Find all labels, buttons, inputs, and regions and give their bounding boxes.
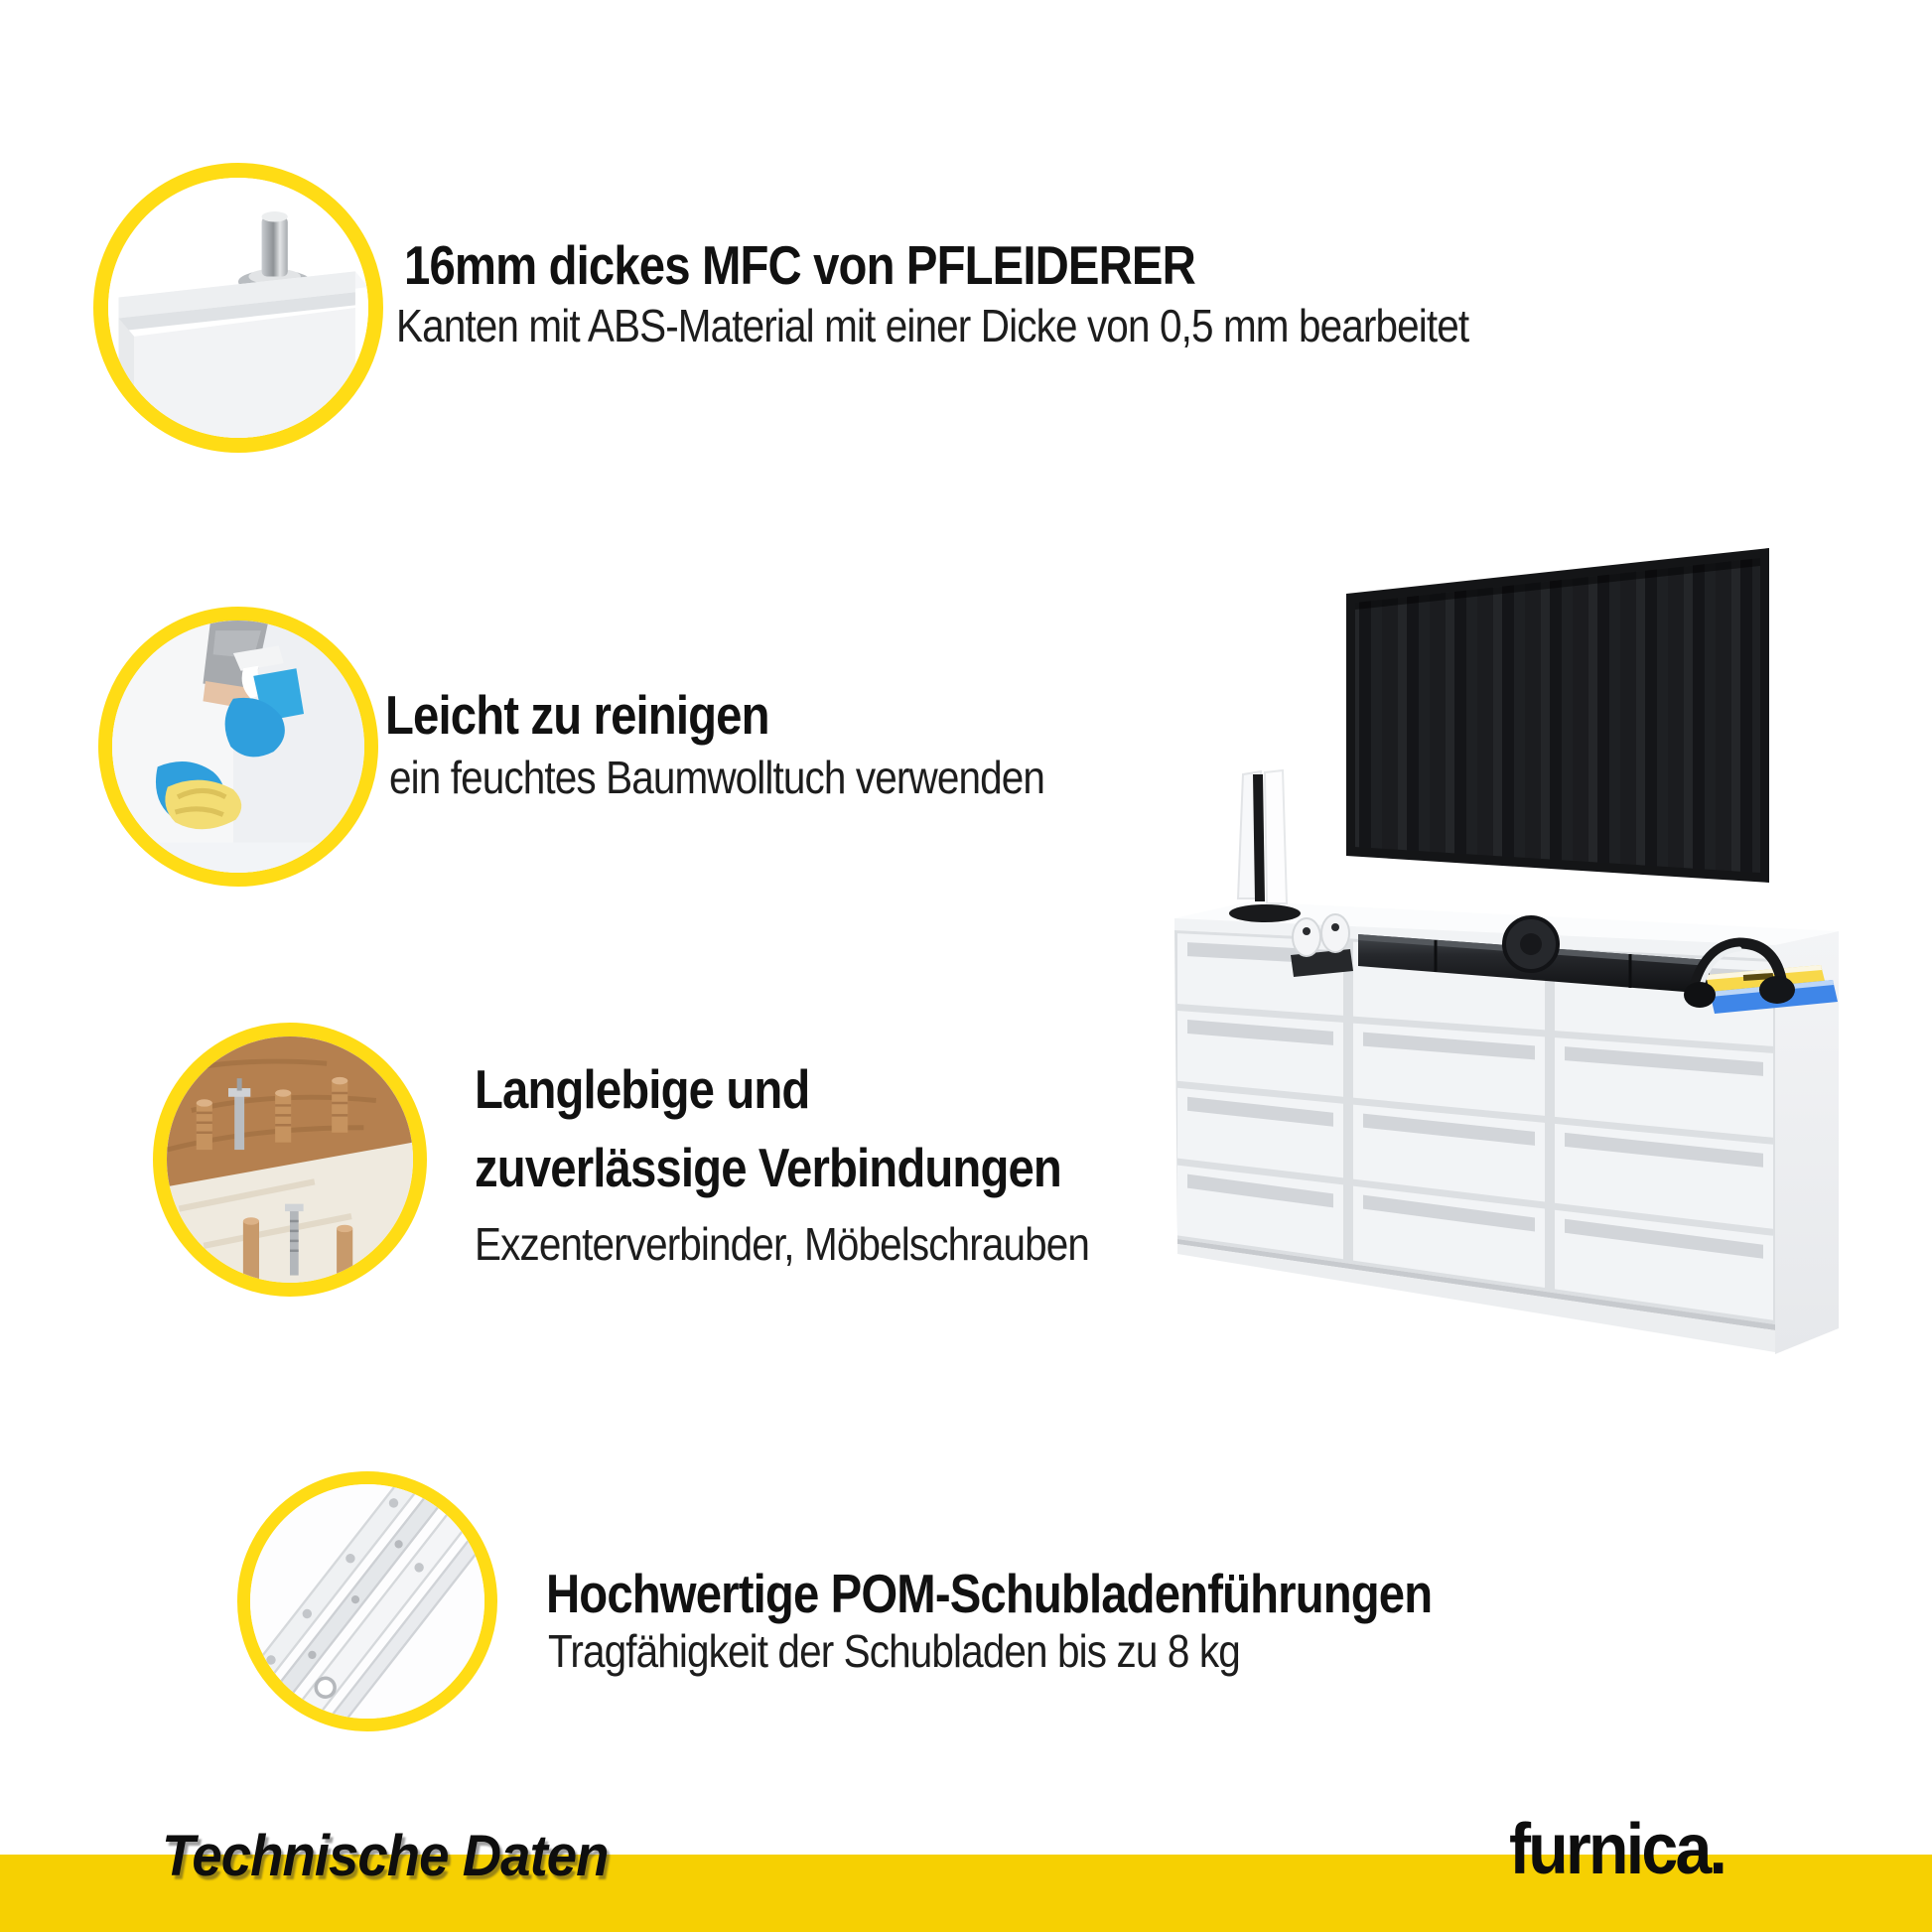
feature-circle-connections [153, 1023, 427, 1297]
feature-title: Hochwertige POM-Schubladenführungen [546, 1563, 1433, 1624]
feature-title-line2: zuverlässige Verbindungen [475, 1137, 1061, 1199]
game-console-image [1229, 770, 1301, 922]
furniture-corner-photo [108, 178, 368, 438]
drawer-slides-photo [250, 1484, 484, 1719]
section-label: Technische Daten [162, 1824, 609, 1888]
feature-title-line1: Langlebige und [475, 1058, 810, 1120]
feature-circle-material [93, 163, 383, 453]
feature-title [475, 1050, 1061, 1207]
feature-title: Leicht zu reinigen [385, 684, 769, 746]
brand-logo: furnica. [1509, 1810, 1725, 1889]
feature-description: ein feuchtes Baumwolltuch verwenden [389, 752, 1045, 803]
feature-description: Kanten mit ABS-Material mit einer Dicke von 0,5 mm bearbeitet [396, 300, 1469, 351]
wooden-dowel [243, 1217, 259, 1283]
wooden-dowel [337, 1225, 352, 1283]
tv-image [1346, 548, 1769, 883]
feature-circle-drawer-slides [237, 1471, 497, 1731]
wooden-dowel [332, 1077, 347, 1133]
wooden-dowel [197, 1099, 212, 1150]
feature-title: 16mm dickes MFC von PFLEIDERER [404, 234, 1195, 296]
cleaning-gloves-photo [112, 621, 364, 873]
feature-circle-cleaning [98, 607, 378, 887]
wooden-dowel [275, 1089, 291, 1142]
dowel-connectors-photo [167, 1036, 413, 1283]
feature-description: Exzenterverbinder, Möbelschrauben [475, 1218, 1090, 1270]
feature-description: Tragfähigkeit der Schubladen bis zu 8 kg [548, 1625, 1240, 1677]
